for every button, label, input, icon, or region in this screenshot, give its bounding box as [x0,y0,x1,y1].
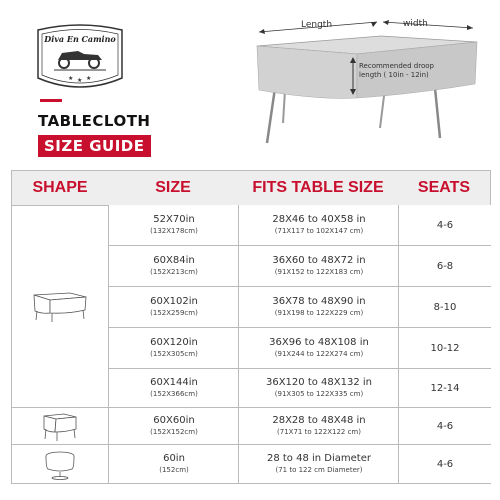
shape-round [12,445,108,483]
header-seats: SEATS [398,171,490,206]
rectangle-table-icon [30,289,90,323]
table-cell-seats: 4-6 [398,205,491,246]
table-row: 60X120in (152X305cm) [108,328,239,369]
logo-emblem-icon [32,20,128,100]
droop-label-line2: length ( 10in - 12in) [359,71,429,79]
table-cell-fits: 36X60 to 48X72 in (91X152 to 122X183 cm) [238,246,399,287]
svg-text:★: ★ [68,75,74,82]
header-size: SIZE [108,171,238,206]
size-guide-table [11,170,491,484]
table-illustration [245,8,495,148]
table-row: 60X144in (152X366cm) [108,369,239,408]
header-fits-table-size: FITS TABLE SIZE [238,171,398,206]
table-cell-fits: 28 to 48 in Diameter (71 to 122 cm Diameter) [238,445,399,483]
table-row: 60X60in (152X152cm) [108,408,239,445]
shape-square [12,408,108,445]
table-cell-seats: 4-6 [398,445,491,483]
title-accent-bar [40,99,62,102]
table-cell-seats: 8-10 [398,287,491,328]
table-cell-seats: 10-12 [398,328,491,369]
brand-logo [32,20,128,100]
table-row: 60X84in (152X213cm) [108,246,239,287]
table-cell-fits: 36X96 to 48X108 in (91X244 to 122X274 cm) [238,328,399,369]
table-cell-fits: 28X46 to 40X58 in (71X117 to 102X147 cm) [238,205,399,246]
page-subtitle-badge: SIZE GUIDE [38,135,151,157]
svg-text:★: ★ [86,75,92,82]
table-cell-seats: 12-14 [398,369,491,408]
page-title: TABLECLOTH [38,112,151,130]
table-cell-fits: 36X120 to 48X132 in (91X305 to 122X335 cm) [238,369,399,408]
logo-text: Diva En Camino [44,34,116,44]
table-row: 60in (152cm) [108,445,239,483]
shape-rectangle [12,205,108,408]
table-cell-fits: 36X78 to 48X90 in (91X198 to 122X229 cm) [238,287,399,328]
round-table-icon [40,448,80,480]
table-row: 52X70in (132X178cm) [108,205,239,246]
square-table-icon [38,410,82,442]
width-label: width [403,19,428,29]
length-label: Length [301,20,333,30]
svg-text:★: ★ [77,77,83,84]
table-cell-fits: 28X28 to 48X48 in (71X71 to 122X122 cm) [238,408,399,445]
table-row: 60X102in (152X259cm) [108,287,239,328]
droop-label-line1: Recommended droop [359,62,434,70]
table-cell-seats: 6-8 [398,246,491,287]
header-shape: SHAPE [12,171,108,206]
table-cell-seats: 4-6 [398,408,491,445]
